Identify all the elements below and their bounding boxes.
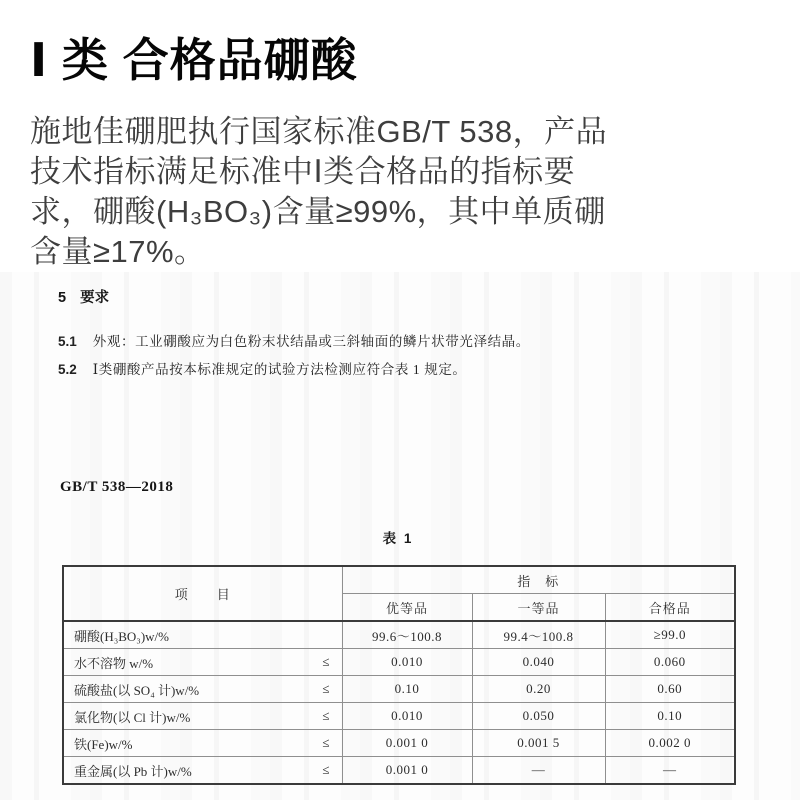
limit-symbol: ≤ — [322, 762, 330, 777]
value-cell: ≥99.0 — [605, 621, 735, 649]
section-number: 5 — [58, 290, 67, 306]
intro-line: 施地佳硼肥执行国家标准GB/T 538，产品 — [30, 114, 608, 149]
item-label: 水不溶物 w/% — [74, 655, 154, 671]
value-cell: 0.60 — [605, 676, 735, 703]
value-cell: — — [472, 757, 605, 785]
value-cell: 0.001 0 — [342, 730, 472, 757]
clause-5-1 — [58, 330, 530, 350]
standard-reference: GB/T 538—2018 — [60, 479, 174, 495]
value-cell: 0.10 — [342, 676, 472, 703]
intro-line: 技术指标满足标准中Ⅰ类合格品的指标要 — [30, 154, 576, 189]
value-cell: 99.6～100.8 — [342, 621, 472, 649]
item-cell — [63, 649, 342, 676]
page-title: Ⅰ 类 合格品硼酸 — [30, 34, 358, 86]
spec-table — [62, 565, 736, 785]
value-cell: 99.4～100.8 — [472, 621, 605, 649]
value-cell: 0.050 — [472, 703, 605, 730]
intro-paragraph — [30, 112, 608, 272]
clause-number: 5.1 — [58, 334, 77, 349]
table-row — [63, 649, 735, 676]
table-caption: 表 1 — [382, 531, 414, 546]
item-label: 硫酸盐(以 SO₄ 计)w/% — [74, 682, 200, 698]
clause-text: 外观：工业硼酸应为白色粉末状结晶或三斜轴面的鳞片状带光泽结晶。 — [92, 334, 530, 349]
limit-symbol: ≤ — [322, 708, 330, 723]
clause-5-2 — [58, 358, 467, 378]
grade-header-cell: 合格品 — [605, 594, 735, 622]
intro-line: 求，硼酸(H₃BO₃)含量≥99%，其中单质硼 — [30, 194, 606, 229]
value-cell: 0.002 0 — [605, 730, 735, 757]
grade-header-cell: 一等品 — [472, 594, 605, 622]
clause-text: Ⅰ类硼酸产品按本标准规定的试验方法检测应符合表 1 规定。 — [92, 362, 467, 377]
item-label: 铁(Fe)w/% — [74, 736, 133, 752]
value-cell: — — [605, 757, 735, 785]
item-label: 重金属(以 Pb 计)w/% — [74, 763, 192, 779]
limit-symbol: ≤ — [322, 681, 330, 696]
limit-symbol: ≤ — [322, 735, 330, 750]
grade-header-cell: 优等品 — [342, 594, 472, 622]
table-row — [63, 621, 735, 649]
value-cell: 0.10 — [605, 703, 735, 730]
intro-line: 含量≥17%。 — [30, 234, 206, 269]
item-cell — [63, 757, 342, 785]
section-title: 要求 — [80, 290, 110, 306]
value-cell: 0.20 — [472, 676, 605, 703]
item-cell — [63, 730, 342, 757]
value-cell: 0.040 — [472, 649, 605, 676]
limit-symbol: ≤ — [322, 654, 330, 669]
item-header-cell: 项 目 — [63, 566, 342, 621]
value-cell: 0.010 — [342, 649, 472, 676]
scanned-standard-document — [0, 272, 800, 800]
value-cell: 0.010 — [342, 703, 472, 730]
table-header-row — [63, 566, 735, 594]
item-cell — [63, 621, 342, 649]
section-heading — [58, 286, 109, 307]
item-label: 硼酸(H₃BO₃)w/% — [74, 628, 169, 644]
item-cell — [63, 703, 342, 730]
table-row — [63, 703, 735, 730]
item-label: 氯化物(以 Cl 计)w/% — [74, 709, 191, 725]
value-cell: 0.060 — [605, 649, 735, 676]
table-row — [63, 757, 735, 785]
table-row — [63, 730, 735, 757]
table-row — [63, 676, 735, 703]
item-cell — [63, 676, 342, 703]
value-cell: 0.001 5 — [472, 730, 605, 757]
clause-number: 5.2 — [58, 362, 77, 377]
value-cell: 0.001 0 — [342, 757, 472, 785]
indicator-header-cell: 指 标 — [342, 566, 735, 594]
